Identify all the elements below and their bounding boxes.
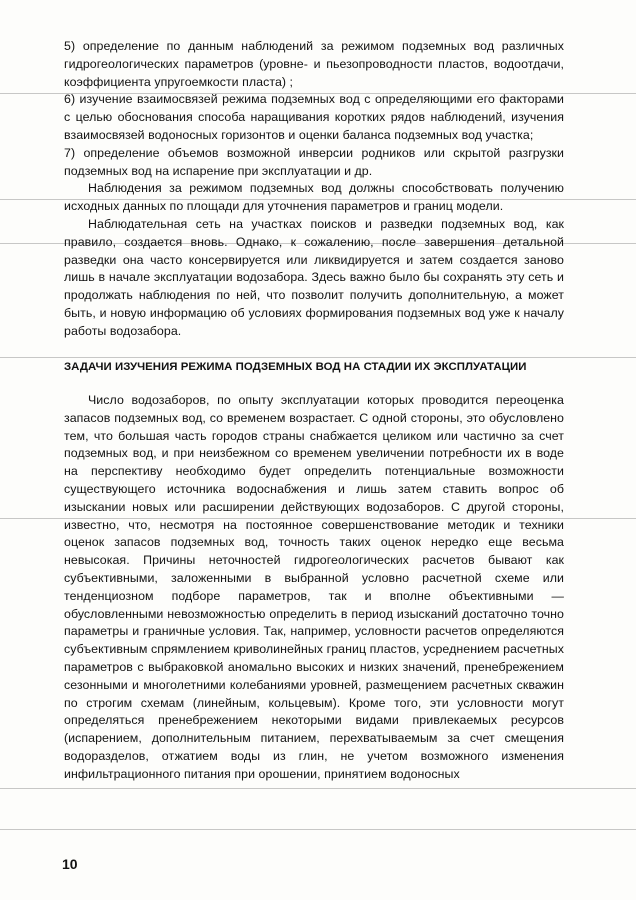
scan-line — [0, 829, 636, 830]
body-text — [64, 38, 564, 784]
paragraph: Наблюдения за режимом подземных вод должны способствовать получению исходных данных по площади для уточнения параметров и границ модели. — [64, 181, 564, 214]
page-number: 10 — [62, 856, 78, 872]
list-item-5: 5) определение по данным наблюдений за режимом подземных вод различных гидрогеологических параметров (уровне- и пьезопроводности пластов, водоотдачи, коэффициента упругоемкости пласта) ; — [64, 39, 564, 89]
list-item-7: 7) определение объемов возможной инверсии родников или скрытой разгрузки подземных вод на испарение при эксплуатации и др. — [64, 145, 564, 178]
scan-line — [0, 788, 636, 789]
paragraph: Число водозаборов, по опыту эксплуатации которых проводится переоценка запасов подземных вод, со временем возрастает. С одной стороны, это обусловлено тем, что большая часть городов страны снабжается целиком или частично за счет подземных вод, и при неизбежном со временем увеличении потребности их в воде на перспективу необходимо будет определить потенциальные возможности существующего источника водоснабжения и лишь затем ставить вопрос об изыскании новых или расширении действующих водозаборов. С другой стороны, известно, что, несмотря на постоянное совершенствование методик и техники оценок запасов подземных вод, точность таких оценок нередко еще весьма невысокая. Причины неточностей гидрогеологических расчетов бывают как субъективными, заложенными в выбранной условно расчетной схеме или тенденциозном подборе параметров, так и вполне объективными — обусловленными невозможностью определить в период изысканий достаточно точно параметры и граничные условия. Так, например, условности расчетов определяются субъективным спрямлением криволинейных границ пластов, усреднением расчетных параметров с выбраковкой аномально высоких и низких значений, пренебрежением сезонными и многолетними колебаниями уровней, размещением расчетных скважин по строгим схемам (линейным, кольцевым). Кроме того, эти условности могут определяться пренебрежением некоторыми видами привлекаемых ресурсов (испарением, дополнительным питанием, перехватываемым за счет смещения водоразделов, отжатием воды из глин, не учетом возможного изменения инфильтрационного питания при орошении, принятием водоносных — [64, 393, 564, 781]
paragraph: Наблюдательная сеть на участках поисков и разведки подземных вод, как правило, создается вновь. Однако, к сожалению, после завершения детальной разведки она часто консервируется или ликвидируется и затем создается заново лишь в начале эксплуатации водозабора. Здесь важно было бы сохранять эту сеть и продолжать наблюдения по ней, что позволит получить дополнительную, а может быть, и новую информацию об условиях формирования подземных вод уже к началу работы водозабора. — [64, 216, 564, 338]
section-heading: ЗАДАЧИ ИЗУЧЕНИЯ РЕЖИМА ПОДЗЕМНЫХ ВОД НА СТАДИИ ИХ ЭКСПЛУАТАЦИИ — [64, 360, 527, 373]
list-item-6: 6) изучение взаимосвязей режима подземных вод с определяющими его факторами с целью обоснования способа наращивания коротких рядов наблюдений, изучения взаимосвязей водоносных горизонтов и оценки баланса подземных вод участка; — [64, 92, 564, 142]
